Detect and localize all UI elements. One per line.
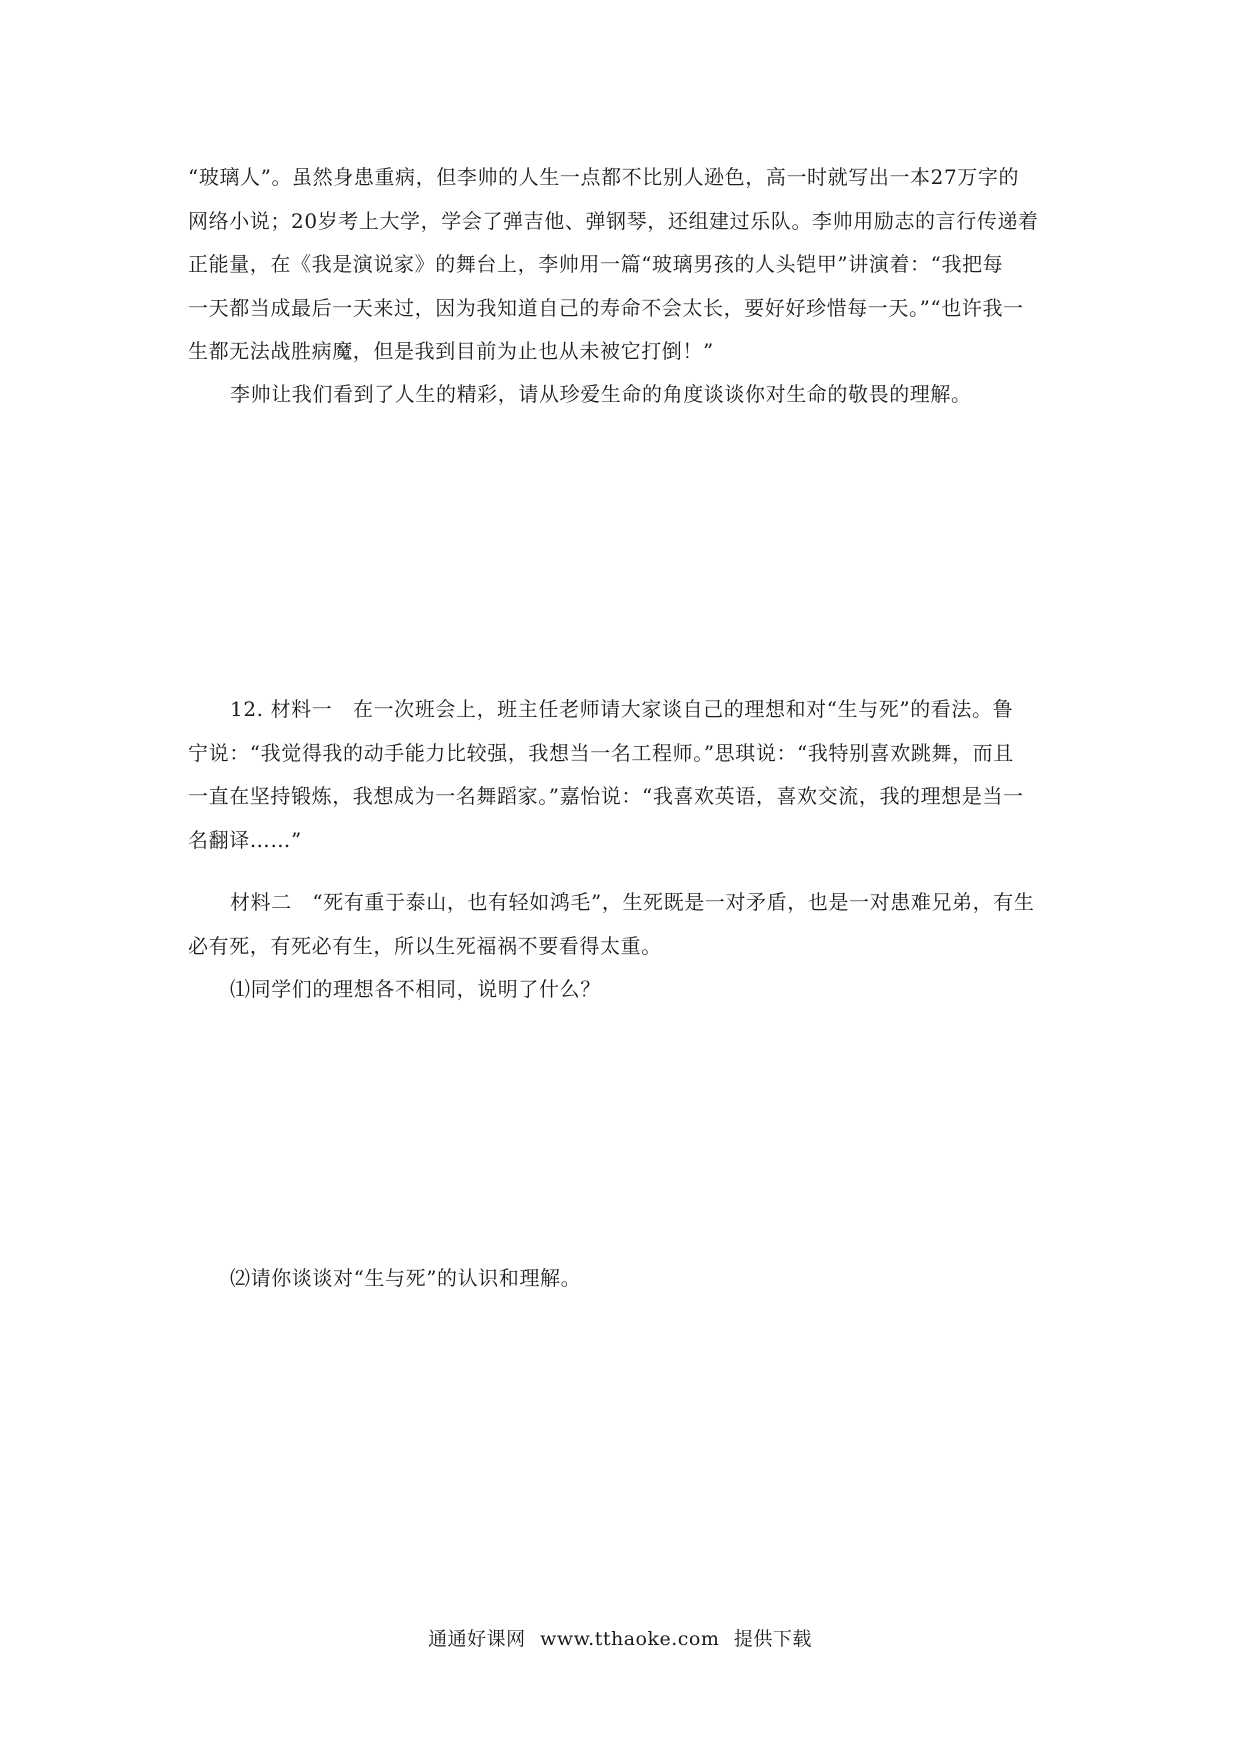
- page-footer: [0, 1624, 1240, 1651]
- material-2-line: 材料二 “死有重于泰山，也有轻如鸿毛”，生死既是一对矛盾，也是一对患难兄弟，有生: [230, 890, 1035, 914]
- material-2-line: 必有死，有死必有生，所以生死福祸不要看得太重。: [188, 933, 662, 958]
- footer-url: www.tthaoke.com: [540, 1628, 720, 1650]
- question-12-sub-1: [188, 968, 1068, 1012]
- question-12-material-2: [188, 881, 1068, 968]
- material-1-line: 名翻译……”: [188, 827, 302, 852]
- material-1-line: 宁说：“我觉得我的动手能力比较强，我想当一名工程师。”思琪说：“我特别喜欢跳舞，而且: [188, 740, 1014, 765]
- passage-line: 一天都当成最后一天来过，因为我知道自己的寿命不会太长，要好好珍惜每一天。”“也许我一: [188, 295, 1024, 320]
- passage-line: 网络小说；20岁考上大学，学会了弹吉他、弹钢琴，还组建过乐队。李帅用励志的言行传递着: [188, 208, 1039, 233]
- footer-suffix: 提供下载: [733, 1628, 812, 1650]
- material-1-line: 12. 材料一 在一次班会上，班主任老师请大家谈自己的理想和对“生与死”的看法。鲁: [230, 697, 1014, 721]
- question-11-prompt: 李帅让我们看到了人生的精彩，请从珍爱生命的角度谈谈你对生命的敬畏的理解。: [230, 382, 972, 406]
- passage-line: 正能量，在《我是演说家》的舞台上，李帅用一篇“玻璃男孩的人头铠甲”讲演着：“我把每: [188, 252, 1004, 276]
- footer-site-name: 通通好课网: [428, 1628, 526, 1650]
- passage-line: “玻璃人”。虽然身患重病，但李帅的人生一点都不比别人逊色，高一时就写出一本27万字的: [188, 165, 1020, 189]
- material-1-line: 一直在坚持锻炼，我想成为一名舞蹈家。”嘉怡说：“我喜欢英语，喜欢交流，我的理想是当一: [188, 784, 1024, 808]
- sub-question-2: ⑵请你谈谈对“生与死”的认识和理解。: [230, 1266, 582, 1290]
- passage-line: 生都无法战胜病魔，但是我到目前为止也从未被它打倒！”: [188, 339, 714, 363]
- question-12-material-1: [188, 688, 1068, 862]
- question-12-sub-2: [188, 1257, 1068, 1301]
- passage-text: [188, 156, 1068, 374]
- sub-question-1: ⑴同学们的理想各不相同，说明了什么？: [230, 977, 601, 1001]
- question-11: [188, 373, 1068, 417]
